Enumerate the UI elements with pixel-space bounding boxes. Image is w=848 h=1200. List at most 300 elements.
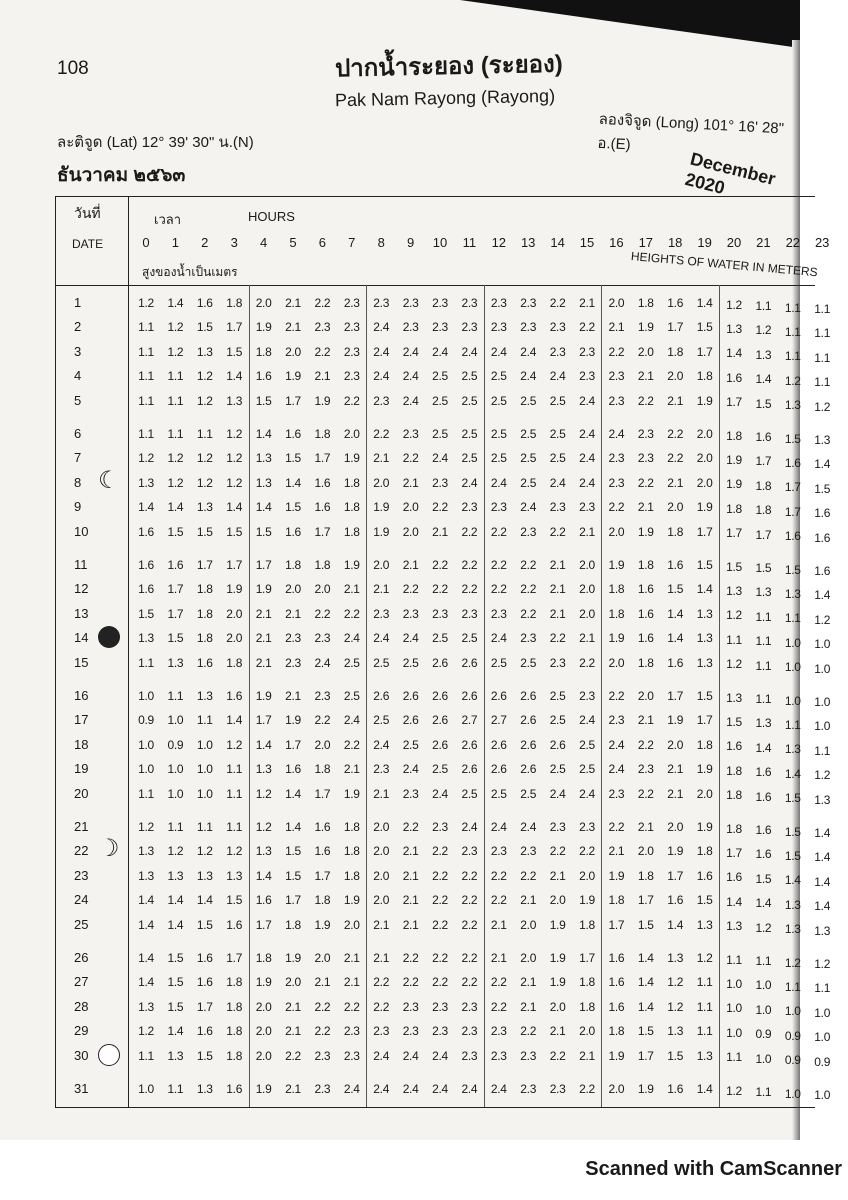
height-cell: 1.4 bbox=[285, 786, 301, 801]
height-cell: 1.4 bbox=[814, 457, 831, 472]
height-cell: 1.5 bbox=[196, 917, 213, 932]
height-cell: 1.1 bbox=[814, 981, 831, 996]
height-cell: 1.8 bbox=[343, 500, 360, 515]
height-cell: 1.4 bbox=[784, 766, 801, 781]
height-cell: 1.0 bbox=[726, 1001, 742, 1016]
height-cell: 2.5 bbox=[520, 393, 537, 408]
height-cell: 2.2 bbox=[520, 606, 537, 621]
height-cell: 1.4 bbox=[755, 896, 772, 911]
height-cell: 2.6 bbox=[402, 713, 419, 728]
height-cell: 2.2 bbox=[549, 844, 566, 859]
height-cell: 1.3 bbox=[138, 868, 154, 883]
height-cell: 1.2 bbox=[138, 451, 154, 466]
height-cell: 2.5 bbox=[461, 631, 478, 646]
height-cell: 2.4 bbox=[520, 500, 537, 515]
height-cell: 0.9 bbox=[784, 1028, 801, 1043]
height-cell: 2.3 bbox=[314, 631, 331, 646]
height-cell: 1.3 bbox=[696, 606, 713, 621]
height-cell: 1.1 bbox=[226, 786, 243, 801]
height-cell: 1.6 bbox=[726, 739, 742, 754]
height-cell: 1.1 bbox=[167, 820, 184, 834]
height-cell: 2.0 bbox=[402, 500, 419, 515]
height-cell: 1.7 bbox=[285, 393, 301, 408]
height-cell: 1.6 bbox=[667, 558, 684, 572]
height-cell: 2.6 bbox=[432, 689, 448, 703]
height-cell: 1.6 bbox=[637, 631, 654, 646]
height-cell: 1.2 bbox=[784, 955, 801, 970]
height-cell: 1.6 bbox=[138, 558, 154, 572]
height-cell: 1.2 bbox=[196, 451, 213, 466]
height-cell: 2.6 bbox=[432, 737, 448, 752]
height-cell: 1.3 bbox=[196, 500, 213, 515]
height-cell: 2.0 bbox=[608, 524, 625, 539]
height-cell: 2.1 bbox=[579, 296, 595, 310]
height-cell: 1.3 bbox=[255, 451, 272, 466]
height-cell: 2.1 bbox=[402, 917, 419, 932]
height-cell: 1.8 bbox=[226, 999, 243, 1014]
height-cell: 2.3 bbox=[432, 606, 448, 621]
day-number: 19 bbox=[74, 761, 89, 777]
height-cell: 2.1 bbox=[343, 582, 360, 597]
height-cell: 1.9 bbox=[255, 582, 272, 597]
height-cell: 1.3 bbox=[167, 868, 184, 883]
height-cell: 2.5 bbox=[490, 451, 507, 466]
height-cell: 2.0 bbox=[285, 582, 301, 597]
height-cell: 1.7 bbox=[637, 893, 654, 908]
height-cell: 1.3 bbox=[196, 868, 213, 883]
height-cell: 2.5 bbox=[549, 762, 566, 777]
height-cell: 1.8 bbox=[226, 655, 243, 670]
height-cell: 1.1 bbox=[696, 1024, 713, 1039]
height-cell: 2.3 bbox=[549, 655, 566, 670]
height-cell: 2.0 bbox=[285, 975, 301, 990]
height-cell: 2.6 bbox=[490, 762, 507, 777]
height-cell: 2.0 bbox=[579, 1024, 595, 1039]
height-cell: 1.1 bbox=[726, 1050, 742, 1065]
height-cell: 1.6 bbox=[637, 606, 654, 621]
height-cell: 1.5 bbox=[196, 524, 213, 539]
height-cell: 1.9 bbox=[255, 689, 272, 703]
height-cell: 1.4 bbox=[138, 893, 154, 908]
height-cell: 2.3 bbox=[314, 1082, 331, 1096]
height-cell: 2.2 bbox=[520, 868, 537, 883]
height-cell: 1.4 bbox=[255, 737, 272, 752]
height-cell: 1.4 bbox=[637, 951, 654, 965]
height-cell: 2.1 bbox=[520, 999, 537, 1014]
height-cell: 1.2 bbox=[726, 1083, 742, 1098]
height-cell: 2.1 bbox=[490, 951, 507, 965]
height-cell: 2.1 bbox=[402, 558, 419, 572]
day-number: 16 bbox=[74, 688, 89, 703]
height-cell: 1.2 bbox=[226, 737, 243, 752]
height-cell: 1.5 bbox=[167, 631, 184, 646]
height-cell: 2.3 bbox=[402, 320, 419, 335]
height-cell: 2.3 bbox=[432, 475, 448, 490]
height-cell: 2.3 bbox=[549, 500, 566, 515]
height-cell: 1.1 bbox=[784, 300, 801, 315]
height-cell: 1.2 bbox=[696, 951, 713, 965]
height-cell: 1.7 bbox=[167, 606, 184, 621]
height-cell: 2.0 bbox=[373, 844, 390, 859]
height-cell: 2.1 bbox=[579, 524, 595, 539]
height-cell: 2.4 bbox=[373, 369, 390, 384]
month-english: December 2020 bbox=[683, 148, 778, 199]
time-header-thai: เวลา bbox=[154, 212, 182, 227]
height-cell: 1.5 bbox=[196, 320, 213, 335]
hour-label: 5 bbox=[289, 235, 297, 250]
height-cell: 2.1 bbox=[373, 917, 390, 932]
date-header: DATE bbox=[72, 237, 104, 251]
height-cell: 1.2 bbox=[226, 451, 243, 466]
height-cell: 2.1 bbox=[314, 369, 331, 384]
height-cell: 1.0 bbox=[814, 695, 831, 709]
height-cell: 1.8 bbox=[726, 428, 742, 443]
height-cell: 2.5 bbox=[579, 737, 595, 752]
height-cell: 1.3 bbox=[667, 1024, 684, 1039]
height-cell: 2.4 bbox=[373, 1048, 390, 1063]
height-cell: 1.0 bbox=[814, 661, 831, 676]
height-cell: 2.0 bbox=[314, 582, 331, 597]
height-cell: 2.0 bbox=[255, 999, 272, 1014]
height-cell: 2.2 bbox=[432, 975, 448, 990]
height-cell: 2.3 bbox=[490, 500, 507, 515]
height-cell: 1.0 bbox=[726, 976, 742, 991]
latitude-label: ละติจูด (Lat) 12° 39' 30" น.(N) bbox=[57, 134, 254, 151]
height-cell: 2.3 bbox=[549, 320, 566, 335]
height-cell: 1.1 bbox=[814, 302, 831, 316]
height-cell: 2.1 bbox=[608, 320, 625, 335]
height-cell: 1.8 bbox=[285, 558, 301, 572]
height-cell: 2.2 bbox=[608, 820, 625, 834]
height-cell: 2.2 bbox=[637, 737, 654, 752]
height-cell: 1.7 bbox=[314, 451, 331, 466]
height-cell: 2.6 bbox=[402, 689, 419, 703]
height-cell: 2.4 bbox=[579, 451, 595, 466]
height-cell: 2.4 bbox=[402, 631, 419, 646]
height-cell: 1.1 bbox=[138, 1048, 154, 1063]
height-cell: 2.5 bbox=[490, 786, 507, 801]
height-cell: 0.9 bbox=[814, 1054, 831, 1069]
height-cell: 2.5 bbox=[432, 427, 448, 441]
day-number: 30 bbox=[74, 1047, 89, 1063]
height-cell: 1.9 bbox=[696, 500, 713, 515]
height-cell: 1.8 bbox=[314, 427, 331, 441]
height-cell: 1.1 bbox=[755, 1085, 772, 1099]
height-cell: 2.1 bbox=[285, 689, 301, 703]
height-cell: 1.4 bbox=[637, 999, 654, 1014]
height-cell: 2.0 bbox=[696, 786, 713, 801]
height-cell: 2.3 bbox=[549, 820, 566, 834]
height-cell: 1.9 bbox=[549, 917, 566, 932]
height-cell: 2.6 bbox=[520, 737, 537, 752]
height-cell: 1.7 bbox=[726, 526, 742, 541]
height-cell: 1.3 bbox=[226, 393, 243, 408]
height-cell: 2.3 bbox=[285, 655, 301, 670]
height-cell: 2.4 bbox=[402, 1082, 419, 1096]
height-cell: 2.5 bbox=[549, 713, 566, 728]
day-number: 7 bbox=[74, 450, 82, 466]
height-cell: 1.8 bbox=[314, 893, 331, 908]
height-cell: 1.6 bbox=[755, 823, 772, 837]
height-cell: 1.6 bbox=[226, 1082, 243, 1096]
height-cell: 2.4 bbox=[343, 631, 360, 646]
height-cell: 2.0 bbox=[226, 606, 243, 621]
height-cell: 1.9 bbox=[608, 1048, 625, 1063]
height-cell: 2.3 bbox=[432, 296, 448, 310]
height-cell: 2.3 bbox=[373, 393, 390, 408]
height-cell: 1.8 bbox=[314, 762, 331, 777]
height-cell: 1.8 bbox=[608, 893, 625, 908]
page-corner-shadow bbox=[460, 0, 800, 48]
hours-header: HOURS bbox=[248, 209, 295, 224]
height-cell: 1.6 bbox=[755, 789, 772, 804]
date-column-divider bbox=[128, 197, 129, 1107]
height-cell: 2.3 bbox=[285, 631, 301, 646]
height-cell: 2.1 bbox=[373, 582, 390, 597]
height-cell: 1.5 bbox=[637, 917, 654, 932]
height-cell: 2.4 bbox=[520, 369, 537, 384]
height-cell: 1.8 bbox=[255, 951, 272, 965]
height-cell: 1.9 bbox=[255, 320, 272, 335]
day-number: 1 bbox=[74, 295, 82, 310]
height-cell: 2.2 bbox=[402, 451, 419, 466]
height-cell: 1.2 bbox=[814, 957, 831, 971]
height-cell: 2.5 bbox=[490, 369, 507, 384]
height-cell: 2.3 bbox=[402, 999, 419, 1014]
height-cell: 2.5 bbox=[549, 451, 566, 466]
height-cell: 1.5 bbox=[285, 500, 301, 515]
height-cell: 1.5 bbox=[226, 524, 243, 539]
height-cell: 2.2 bbox=[549, 524, 566, 539]
height-cell: 1.9 bbox=[726, 452, 742, 467]
height-cell: 2.1 bbox=[549, 606, 566, 621]
height-cell: 1.0 bbox=[784, 635, 801, 650]
height-cell: 1.1 bbox=[196, 713, 213, 728]
height-cell: 2.3 bbox=[461, 1048, 478, 1063]
height-cell: 1.8 bbox=[579, 975, 595, 990]
height-cell: 1.9 bbox=[226, 582, 243, 597]
height-cell: 1.9 bbox=[255, 1082, 272, 1096]
height-cell: 2.2 bbox=[520, 558, 537, 572]
height-cell: 1.0 bbox=[138, 762, 154, 777]
height-cell: 2.5 bbox=[549, 393, 566, 408]
height-cell: 1.7 bbox=[314, 786, 331, 801]
height-cell: 1.1 bbox=[138, 369, 154, 384]
height-cell: 2.1 bbox=[637, 713, 654, 728]
height-cell: 2.1 bbox=[490, 917, 507, 932]
new-moon-icon bbox=[98, 626, 120, 648]
height-cell: 1.6 bbox=[196, 296, 213, 310]
height-cell: 1.7 bbox=[314, 868, 331, 883]
hour-label: 21 bbox=[756, 235, 771, 250]
height-cell: 1.5 bbox=[167, 524, 184, 539]
height-cell: 1.7 bbox=[667, 320, 684, 335]
height-cell: 2.4 bbox=[402, 1048, 419, 1063]
height-cell: 1.1 bbox=[814, 326, 831, 341]
height-cell: 1.3 bbox=[696, 655, 713, 670]
height-cell: 1.6 bbox=[814, 506, 831, 521]
height-cell: 1.6 bbox=[755, 847, 772, 862]
height-cell: 2.4 bbox=[432, 1048, 448, 1063]
height-cell: 2.0 bbox=[608, 655, 625, 670]
height-cell: 1.5 bbox=[285, 844, 301, 859]
height-cell: 1.0 bbox=[196, 786, 213, 801]
height-cell: 1.6 bbox=[814, 564, 831, 578]
height-cell: 2.4 bbox=[432, 786, 448, 801]
height-cell: 1.6 bbox=[226, 689, 243, 703]
height-cell: 2.0 bbox=[579, 558, 595, 572]
height-cell: 2.0 bbox=[667, 369, 684, 384]
height-cell: 1.9 bbox=[696, 762, 713, 777]
height-cell: 1.7 bbox=[226, 558, 243, 572]
height-cell: 1.0 bbox=[784, 693, 801, 708]
height-cell: 2.2 bbox=[490, 999, 507, 1014]
height-cell: 1.8 bbox=[637, 655, 654, 670]
height-cell: 2.5 bbox=[432, 631, 448, 646]
height-cell: 0.9 bbox=[167, 737, 184, 752]
height-cell: 2.5 bbox=[461, 427, 478, 441]
height-cell: 1.6 bbox=[726, 870, 742, 885]
height-cell: 1.8 bbox=[608, 606, 625, 621]
height-cell: 1.5 bbox=[226, 344, 243, 359]
height-cell: 2.3 bbox=[520, 296, 537, 310]
height-cell: 1.1 bbox=[784, 717, 801, 732]
height-cell: 1.9 bbox=[285, 951, 301, 965]
height-cell: 2.1 bbox=[667, 393, 684, 408]
height-cell: 2.0 bbox=[402, 524, 419, 539]
height-cell: 1.8 bbox=[226, 1024, 243, 1039]
height-cell: 2.4 bbox=[461, 820, 478, 834]
height-cell: 1.7 bbox=[667, 689, 684, 703]
height-cell: 1.3 bbox=[196, 689, 213, 703]
height-cell: 1.4 bbox=[285, 475, 301, 490]
height-cell: 2.5 bbox=[461, 786, 478, 801]
height-cell: 1.9 bbox=[343, 558, 360, 572]
height-cell: 2.2 bbox=[579, 655, 595, 670]
height-cell: 1.7 bbox=[667, 868, 684, 883]
height-cell: 2.6 bbox=[490, 737, 507, 752]
height-cell: 2.1 bbox=[402, 844, 419, 859]
height-cell: 2.3 bbox=[637, 451, 654, 466]
height-cell: 1.4 bbox=[138, 917, 154, 932]
height-cell: 2.3 bbox=[490, 296, 507, 310]
height-cell: 2.4 bbox=[490, 631, 507, 646]
height-cell: 2.2 bbox=[373, 999, 390, 1014]
height-cell: 2.3 bbox=[608, 451, 625, 466]
height-cell: 1.0 bbox=[755, 1051, 772, 1066]
height-cell: 2.6 bbox=[373, 689, 390, 703]
height-cell: 1.9 bbox=[608, 631, 625, 646]
height-cell: 2.2 bbox=[490, 524, 507, 539]
height-cell: 2.3 bbox=[402, 786, 419, 801]
height-cell: 2.2 bbox=[461, 524, 478, 539]
height-cell: 2.5 bbox=[520, 451, 537, 466]
height-cell: 1.1 bbox=[784, 324, 801, 339]
height-cell: 1.8 bbox=[637, 558, 654, 572]
height-cell: 1.4 bbox=[726, 894, 742, 909]
hour-label: 17 bbox=[638, 235, 654, 250]
height-cell: 1.8 bbox=[343, 524, 360, 539]
hour-label: 9 bbox=[406, 235, 415, 250]
height-cell: 2.0 bbox=[637, 689, 654, 703]
height-cell: 2.0 bbox=[579, 582, 595, 597]
height-cell: 2.2 bbox=[490, 893, 507, 908]
height-cell: 1.2 bbox=[726, 297, 742, 312]
height-cell: 2.4 bbox=[549, 786, 566, 801]
height-cell: 1.3 bbox=[696, 917, 713, 932]
day-number: 3 bbox=[74, 343, 82, 359]
height-cell: 2.0 bbox=[373, 820, 390, 834]
height-cell: 1.6 bbox=[196, 655, 213, 670]
height-cell: 1.4 bbox=[255, 500, 272, 515]
height-cell: 1.9 bbox=[667, 844, 684, 859]
hour-label: 0 bbox=[142, 235, 150, 250]
height-cell: 2.2 bbox=[402, 975, 419, 990]
height-cell: 1.8 bbox=[226, 296, 243, 310]
hour-label: 22 bbox=[785, 235, 801, 250]
height-cell: 1.9 bbox=[285, 713, 301, 728]
height-cell: 1.5 bbox=[784, 824, 801, 839]
height-cell: 1.9 bbox=[726, 477, 742, 492]
height-cell: 2.6 bbox=[520, 689, 537, 703]
height-cell: 2.5 bbox=[520, 786, 537, 801]
height-cell: 2.3 bbox=[402, 606, 419, 621]
height-cell: 2.1 bbox=[402, 893, 419, 908]
height-cell: 1.3 bbox=[784, 742, 801, 757]
height-cell: 1.1 bbox=[755, 634, 772, 649]
height-cell: 1.1 bbox=[138, 344, 154, 359]
height-cell: 1.2 bbox=[814, 399, 831, 414]
height-cell: 2.4 bbox=[608, 427, 625, 441]
height-cell: 2.2 bbox=[314, 999, 331, 1014]
hour-label: 19 bbox=[697, 235, 712, 250]
height-cell: 1.5 bbox=[755, 396, 772, 411]
height-cell: 1.1 bbox=[138, 655, 154, 670]
height-cell: 0.9 bbox=[784, 1053, 801, 1068]
height-cell: 1.3 bbox=[814, 792, 831, 807]
height-cell: 1.0 bbox=[167, 713, 184, 728]
height-cell: 1.6 bbox=[314, 475, 331, 490]
height-cell: 2.5 bbox=[432, 762, 448, 777]
height-cell: 1.8 bbox=[196, 606, 213, 621]
height-cell: 2.3 bbox=[343, 1024, 360, 1039]
hour-label: 14 bbox=[550, 235, 565, 250]
height-cell: 2.4 bbox=[490, 344, 507, 359]
height-cell: 1.8 bbox=[726, 763, 742, 778]
height-cell: 2.1 bbox=[432, 524, 448, 539]
day-number: 4 bbox=[74, 368, 82, 384]
height-cell: 1.6 bbox=[667, 296, 684, 310]
height-cell: 1.5 bbox=[667, 582, 684, 597]
height-cell: 2.2 bbox=[432, 893, 448, 908]
height-cell: 2.4 bbox=[402, 369, 419, 384]
height-cell: 1.4 bbox=[167, 296, 184, 310]
height-cell: 1.2 bbox=[255, 786, 272, 801]
height-cell: 1.6 bbox=[285, 762, 301, 777]
hour-label: 20 bbox=[726, 235, 742, 250]
height-cell: 1.0 bbox=[814, 1005, 831, 1020]
height-cell: 1.1 bbox=[784, 611, 801, 626]
height-cell: 1.7 bbox=[579, 951, 595, 965]
height-cell: 1.9 bbox=[637, 320, 654, 335]
height-cell: 1.5 bbox=[726, 559, 742, 574]
height-cell: 1.1 bbox=[755, 609, 772, 624]
height-cell: 1.1 bbox=[226, 820, 243, 834]
height-cell: 2.0 bbox=[667, 820, 684, 834]
height-cell: 1.4 bbox=[814, 899, 831, 914]
height-cell: 2.3 bbox=[461, 296, 478, 310]
height-cell: 1.0 bbox=[814, 1088, 831, 1102]
